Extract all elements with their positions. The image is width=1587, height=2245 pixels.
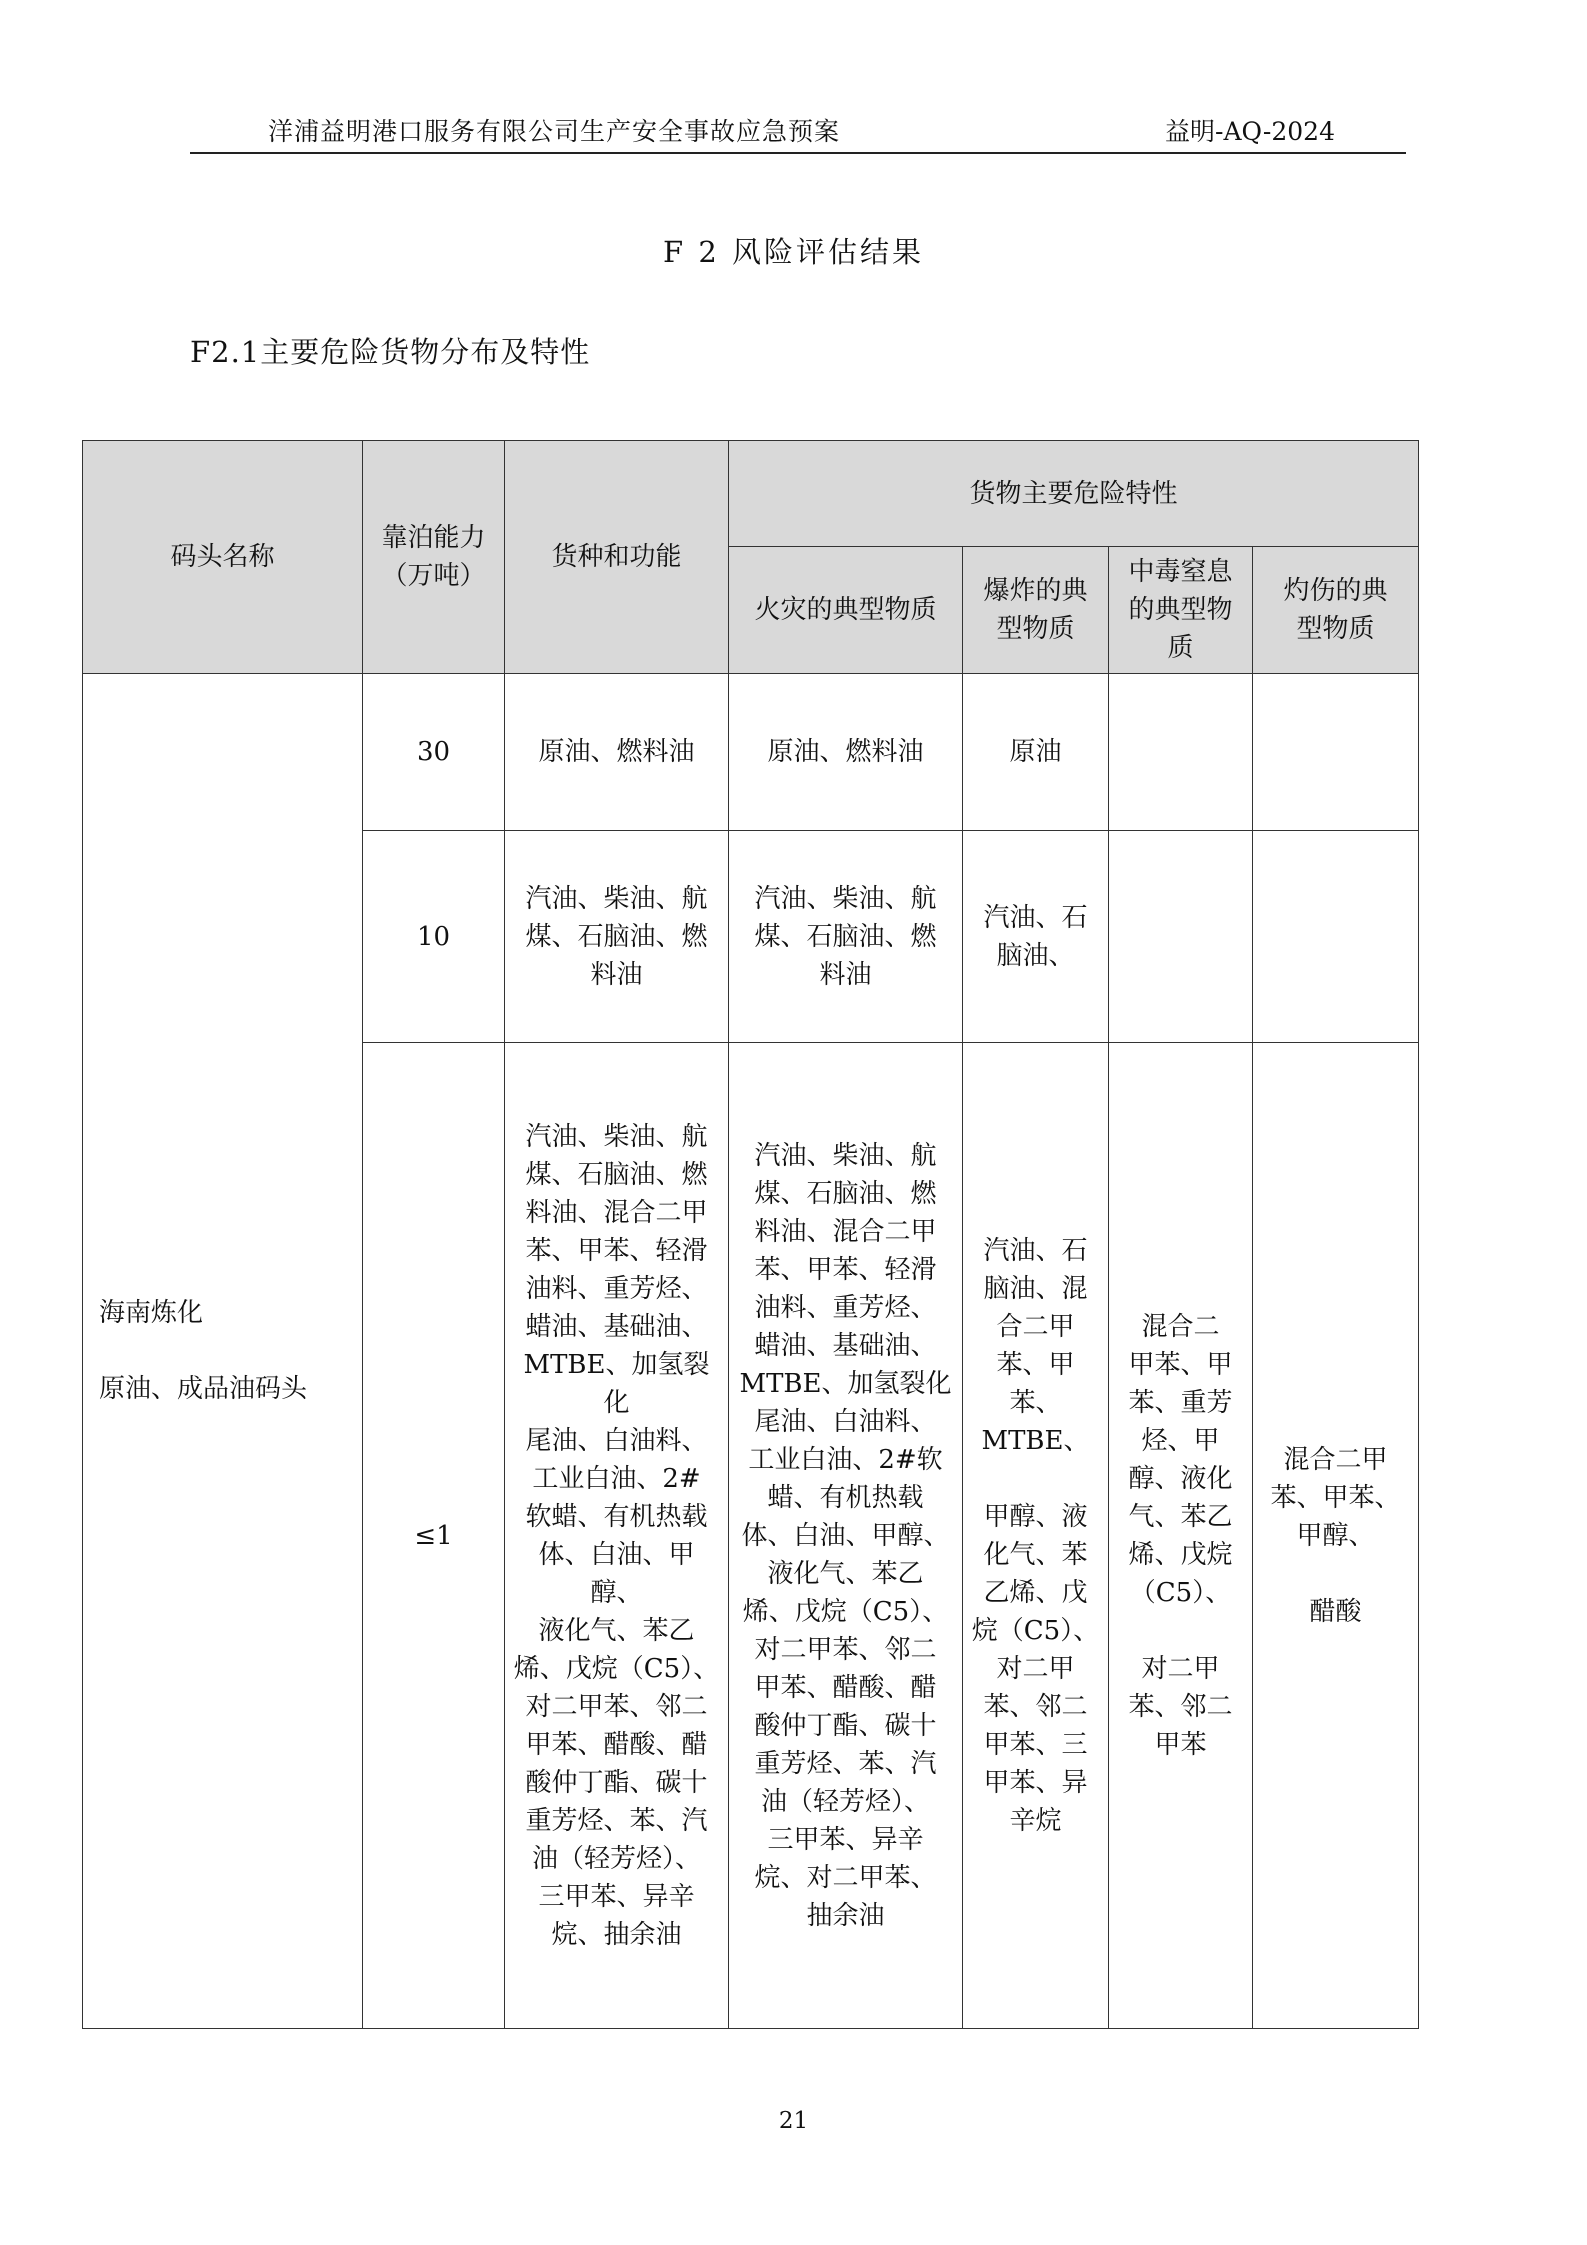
burn-cell <box>1253 831 1419 1043</box>
poison-cell <box>1109 674 1253 831</box>
header-cargo: 货种和功能 <box>505 441 729 674</box>
header-wharf: 码头名称 <box>83 441 363 674</box>
fire-cell: 汽油、柴油、航 煤、石脑油、燃 料油、混合二甲 苯、甲苯、轻滑 油料、重芳烃、 蜡油、基础油、 MTBE、加氢裂化 尾油、白油料、 工业白油、2#软 蜡、有机热载 体、白油、甲醇、 液化气、苯乙 烯、戊烷（C5）、 对二甲苯、邻二 甲苯、醋酸、醋 酸仲丁酯、碳十 重芳烃、苯、汽 油（轻芳烃）、 三甲苯、异辛 烷、对二甲苯、 抽余油 <box>729 1043 963 2029</box>
fire-cell: 汽油、柴油、航 煤、石脑油、燃 料油 <box>729 831 963 1043</box>
burn-cell <box>1253 674 1419 831</box>
header-fire: 火灾的典型物质 <box>729 547 963 674</box>
table-row <box>83 674 1419 831</box>
header-explosion: 爆炸的典 型物质 <box>963 547 1109 674</box>
page-number: 21 <box>778 2108 809 2134</box>
header-burn: 灼伤的典 型物质 <box>1253 547 1419 674</box>
cargo-cell: 汽油、柴油、航 煤、石脑油、燃 料油、混合二甲 苯、甲苯、轻滑 油料、重芳烃、 蜡油、基础油、 MTBE、加氢裂化 尾油、白油料、 工业白油、2# 软蜡、有机热载 体、白油、甲醇、 液化气、苯乙 烯、戊烷（C5）、 对二甲苯、邻二 甲苯、醋酸、醋 酸仲丁酯、碳十 重芳烃、苯、汽 油（轻芳烃）、 三甲苯、异辛 烷、抽余油 <box>505 1043 729 2029</box>
burn-cell: 混合二甲 苯、甲苯、 甲醇、 醋酸 <box>1253 1043 1419 2029</box>
capacity-cell: ≤1 <box>363 1043 505 2029</box>
capacity-cell: 10 <box>363 831 505 1043</box>
cargo-cell: 汽油、柴油、航 煤、石脑油、燃 料油 <box>505 831 729 1043</box>
explosion-cell: 汽油、石 脑油、 <box>963 831 1109 1043</box>
header-divider <box>190 152 1406 154</box>
explosion-cell: 原油 <box>963 674 1109 831</box>
hazard-table <box>82 440 1419 2029</box>
poison-cell <box>1109 831 1253 1043</box>
fire-cell: 原油、燃料油 <box>729 674 963 831</box>
poison-cell: 混合二 甲苯、甲 苯、重芳 烃、甲 醇、液化 气、苯乙 烯、戊烷 （C5）、 对二甲 苯、邻二 甲苯 <box>1109 1043 1253 2029</box>
header-hazard-group: 货物主要危险特性 <box>729 441 1419 547</box>
subsection-title: F2.1主要危险货物分布及特性 <box>190 335 591 369</box>
wharf-name-cell: 海南炼化 原油、成品油码头 <box>83 674 363 2029</box>
header-poison: 中毒窒息 的典型物 质 <box>1109 547 1253 674</box>
header-title: 洋浦益明港口服务有限公司生产安全事故应急预案 <box>268 117 841 146</box>
header-capacity: 靠泊能力 （万吨） <box>363 441 505 674</box>
header-doc-code: 益明-AQ-2024 <box>1165 117 1335 146</box>
capacity-cell: 30 <box>363 674 505 831</box>
explosion-cell: 汽油、石 脑油、混 合二甲 苯、甲苯、 MTBE、 甲醇、液 化气、苯 乙烯、戊 烷（C5）、 对二甲 苯、邻二 甲苯、三 甲苯、异 辛烷 <box>963 1043 1109 2029</box>
section-title: F 2 风险评估结果 <box>662 235 924 269</box>
cargo-cell: 原油、燃料油 <box>505 674 729 831</box>
